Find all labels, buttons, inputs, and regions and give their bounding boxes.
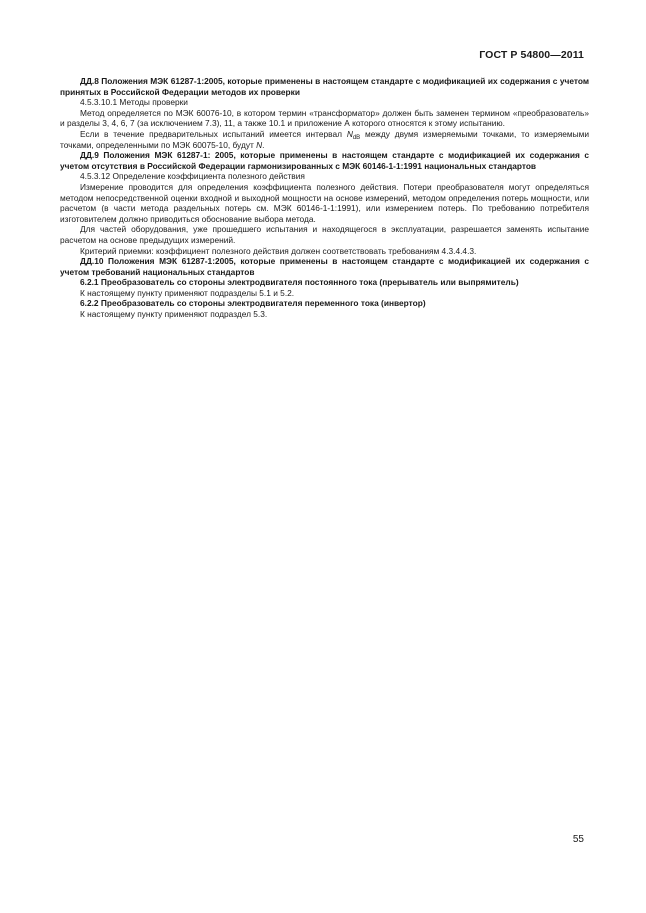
clause-4-5-3-10-1: 4.5.3.10.1 Методы проверки — [80, 97, 188, 108]
clause-6-2-1-body: К настоящему пункту применяют подразделы 5.1 и 5.2. — [80, 287, 295, 298]
page-number: 55 — [572, 834, 584, 845]
interval-text-after: между двумя измеряемыми точками, то измеряемыми точками, определенными по МЭК 60075-10, будут — [60, 128, 589, 150]
measurement-paragraph: Измерение проводится для определения коэффициента полезного действия. Потери преобразователя могут определяться методом непосредственной оценки входной и выходной мощности на основе измерений, методом определения потерь мощности, или расчетом (в части метода раздельных потерь см. МЭК 60146-1-1:1991), или измерением потерь. По требованию потребителя изготовителем должно приводиться обоснование выбора метода. — [60, 181, 589, 224]
interval-paragraph — [60, 129, 589, 150]
n-symbol: N — [346, 128, 353, 139]
interval-text-before: Если в течение предварительных испытаний имеется интервал — [80, 128, 347, 139]
document-id-header: ГОСТ Р 54800—2011 — [479, 49, 584, 61]
dd8-heading: ДД.8 Положения МЭК 61287-1:2005, которые применены в настоящем стандарте с модификацией их содержания с учетом принятых в Российской Федерации методов их проверки — [60, 76, 589, 97]
db-subscript: dB — [352, 134, 361, 141]
method-paragraph: Метод определяется по МЭК 60076-10, в котором термин «трансформатор» должен быть заменен термином «преобразователь» и разделы 3, 4, 6, 7 (за исключением 7.3), 11, а также 10.1 и приложение А которого относятся к этому испытанию. — [60, 107, 589, 129]
document-body — [60, 76, 589, 320]
acceptance-paragraph: Критерий приемки: коэффициент полезного действия должен соответствовать требованиям 4.3.4.4.3. — [80, 245, 477, 256]
dd9-heading: ДД.9 Положения МЭК 61287-1: 2005, которые применены в настоящем стандарте с модификацией их содержания с учетом отсутствия в Российской Федерации гармонизированных с МЭК 60146-1-1:1991 национальных стандартов — [60, 150, 589, 171]
clause-6-2-2-body: К настоящему пункту применяют подраздел 5.3. — [80, 309, 268, 320]
interval-end: . — [262, 139, 265, 150]
equipment-paragraph: Для частей оборудования, уже прошедшего испытания и находящегося в эксплуатации, разрешается заменять испытание расчетом на основе предыдущих измерений. — [60, 224, 589, 245]
clause-4-5-3-12: 4.5.3.12 Определение коэффициента полезного действия — [80, 171, 305, 182]
clause-6-2-1-heading: 6.2.1 Преобразователь со стороны электродвигателя постоянного тока (прерыватель или выпрямитель) — [80, 277, 519, 288]
clause-6-2-2-heading: 6.2.2 Преобразователь со стороны электродвигателя переменного тока (инвертор) — [80, 298, 426, 309]
n-symbol-end: N — [256, 139, 263, 150]
dd10-heading: ДД.10 Положения МЭК 61287-1:2005, которые применены в настоящем стандарте с модификацией их содержания с учетом требований национальных стандартов — [60, 256, 589, 277]
